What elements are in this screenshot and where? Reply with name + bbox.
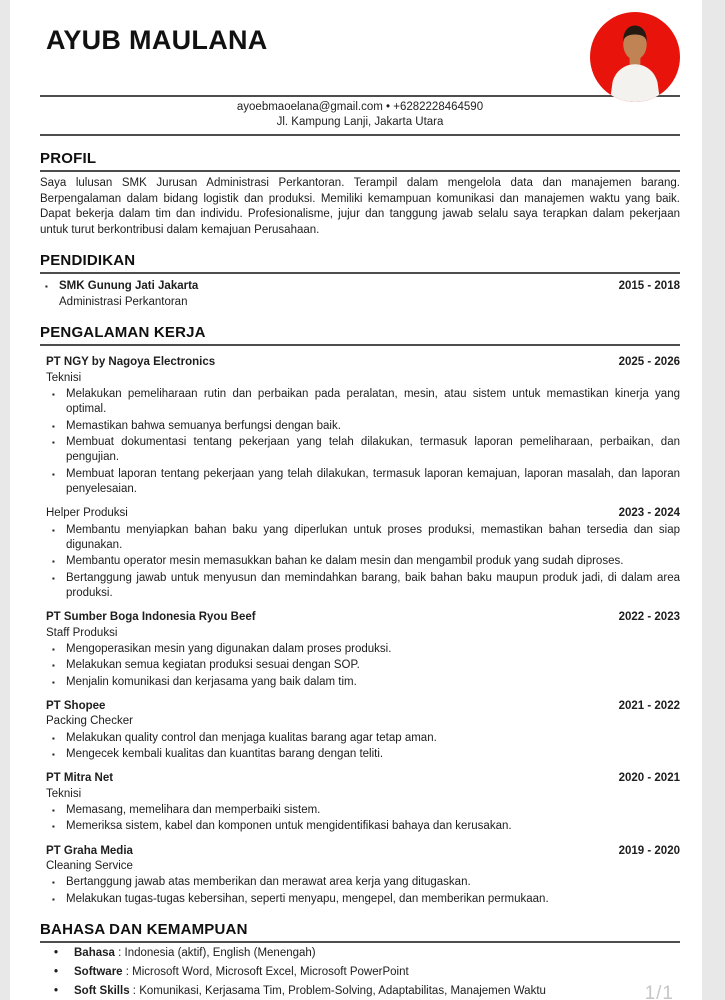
section-profil <box>40 149 680 238</box>
skill-item <box>40 945 680 962</box>
section-pengalaman-kerja <box>40 323 680 907</box>
section-title-bahasa-kemampuan: BAHASA DAN KEMAMPUAN <box>40 920 680 943</box>
job-bullet: ▪ Melakukan pemeliharaan rutin dan perbaikan pada peralatan, mesin, atau sistem untuk memastikan kinerja yang optimal. <box>46 387 680 418</box>
job-period: 2023 - 2024 <box>618 507 680 520</box>
job-bullet: ▪ Membuat laporan tentang pekerjaan yang telah dilakukan, termasuk laporan kemajuan, laporan masalah, dan laporan penyelesaian. <box>46 467 680 498</box>
job-bullet: ▪ Menjalin komunikasi dan kerjasama yang baik dalam tim. <box>46 675 680 690</box>
job-bullet: ▪ Memeriksa sistem, kabel dan komponen untuk mengidentifikasi bahaya dan kerusakan. <box>46 819 680 834</box>
job-bullet: ▪ Membuat dokumentasi tentang pekerjaan yang telah dilakukan, termasuk laporan pemeliharaan, perbaikan, dan pengujian. <box>46 435 680 466</box>
job-bullet: ▪ Melakukan semua kegiatan produksi sesuai dengan SOP. <box>46 658 680 673</box>
job-role: Teknisi <box>46 787 82 800</box>
skill-value: : Microsoft Word, Microsoft Excel, Microsoft PowerPoint <box>122 966 409 979</box>
section-pendidikan <box>40 251 680 310</box>
job-company: PT Shopee <box>46 699 106 712</box>
job-bullet: ▪ Mengecek kembali kualitas dan kuantitas barang dengan teliti. <box>46 747 680 762</box>
job-period: 2019 - 2020 <box>618 844 680 857</box>
job-entry <box>40 844 680 907</box>
profile-photo <box>590 12 680 102</box>
skill-value: : Komunikasi, Kerjasama Tim, Problem-Solving, Adaptabilitas, Manajemen Waktu <box>129 985 546 998</box>
contact-address: Jl. Kampung Lanji, Jakarta Utara <box>276 116 444 128</box>
skill-item <box>40 964 680 981</box>
contact-email-phone: ayoebmaoelana@gmail.com • +6282228464590 <box>236 101 484 113</box>
skill-value: : Indonesia (aktif), English (Menengah) <box>114 947 316 960</box>
education-school: ▪ SMK Gunung Jati Jakarta <box>40 279 198 295</box>
skill-label: Soft Skills <box>74 985 130 998</box>
job-company: PT NGY by Nagoya Electronics <box>46 356 216 369</box>
job-period: 2025 - 2026 <box>618 356 680 369</box>
profil-text: Saya lulusan SMK Jurusan Administrasi Perkantoran. Terampil dalam mengelola data dan manajemen barang. Berpengalaman dalam bidang logistik dan produksi. Memiliki kemampuan komunikasi dan manajemen waktu yang baik. Dapat bekerja dalam tim dan individu. Profesionalisme, jujur dan tanggung jawab selalu saya terapkan dalam pekerjaan untuk turut berkontribusi dalam kemajuan Perusahaan. <box>40 177 680 236</box>
profile-photo-graphic <box>590 12 680 102</box>
section-bahasa-kemampuan <box>40 920 680 1000</box>
job-role: Staff Produksi <box>46 626 118 639</box>
job-entry <box>40 699 680 762</box>
job-entry <box>40 610 680 690</box>
education-entry <box>40 279 680 310</box>
resume-name: AYUB MAULANA <box>46 25 268 55</box>
section-title-profil: PROFIL <box>40 149 680 172</box>
job-period: 2022 - 2023 <box>618 611 680 624</box>
page-indicator: 1/1 <box>644 983 674 1000</box>
job-bullet: ▪ Bertanggung jawab untuk menyusun dan memindahkan barang, baik bahan baku maupun produk jadi, di dalam area produksi. <box>46 571 680 602</box>
job-bullet: ▪ Melakukan quality control dan menjaga kualitas barang agar tetap aman. <box>46 731 680 746</box>
job-company: PT Mitra Net <box>46 772 114 785</box>
job-bullet: ▪ Bertanggung jawab atas memberikan dan merawat area kerja yang ditugaskan. <box>46 875 680 890</box>
skill-item <box>40 983 680 1000</box>
job-role: Teknisi <box>46 371 82 384</box>
job-role: Cleaning Service <box>46 860 133 873</box>
job-bullet: ▪ Membantu operator mesin memasukkan bahan ke dalam mesin dan mengambil produk yang sudah diproses. <box>46 554 680 569</box>
skill-label: Bahasa <box>74 947 115 960</box>
job-bullet: ▪ Membantu menyiapkan bahan baku yang diperlukan untuk proses produksi, memastikan bahan tersedia dan siap digunakan. <box>46 523 680 554</box>
job-role: Helper Produksi <box>46 507 128 520</box>
contact-block <box>40 95 680 136</box>
job-bullet: ▪ Memastikan bahwa semuanya berfungsi dengan baik. <box>46 419 680 434</box>
job-entry <box>40 771 680 834</box>
section-title-pendidikan: PENDIDIKAN <box>40 251 680 274</box>
job-entry <box>40 355 680 497</box>
job-company: PT Sumber Boga Indonesia Ryou Beef <box>46 611 256 624</box>
education-period: 2015 - 2018 <box>618 280 680 293</box>
job-company: PT Graha Media <box>46 844 133 857</box>
resume-page <box>10 0 702 1000</box>
job-entry <box>40 506 680 601</box>
job-role: Packing Checker <box>46 715 133 728</box>
job-period: 2021 - 2022 <box>618 699 680 712</box>
section-title-pengalaman-kerja: PENGALAMAN KERJA <box>40 323 680 346</box>
job-bullet: ▪ Melakukan tugas-tugas kebersihan, seperti menyapu, mengepel, dan memberikan permukaan. <box>46 892 680 907</box>
job-period: 2020 - 2021 <box>618 772 680 785</box>
skill-label: Software <box>74 966 123 979</box>
job-bullet: ▪ Mengoperasikan mesin yang digunakan dalam proses produksi. <box>46 642 680 657</box>
job-bullet: ▪ Memasang, memelihara dan memperbaiki sistem. <box>46 803 680 818</box>
education-major: Administrasi Perkantoran <box>59 295 188 308</box>
